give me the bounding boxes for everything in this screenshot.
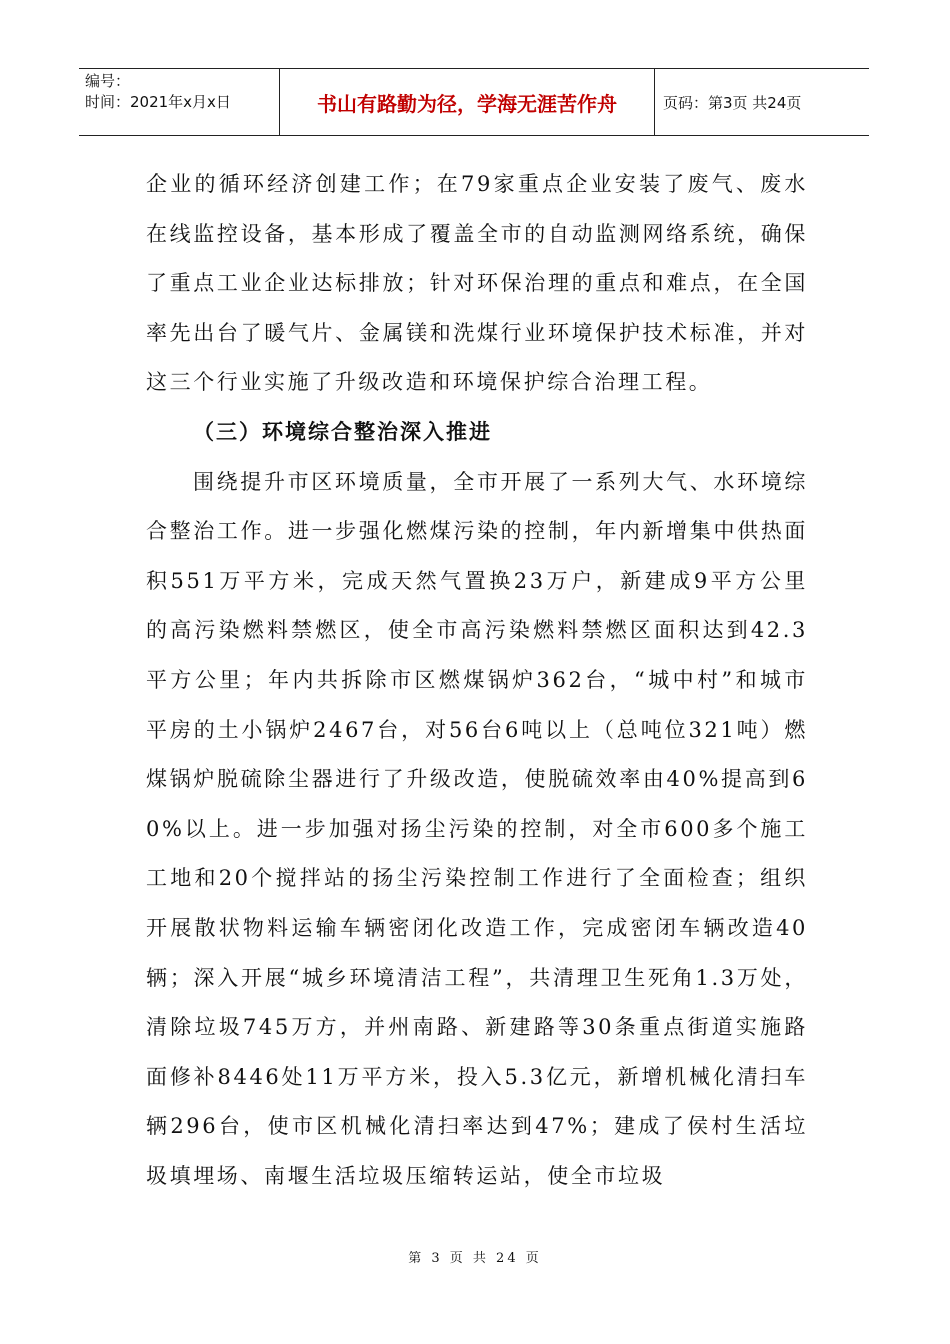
header-page-code: 页码：第3页 共24页 (663, 93, 802, 112)
header-motto: 书山有路勤为径，学海无涯苦作舟 (280, 69, 655, 135)
time-label: 时间：2021年x月x日 (85, 93, 231, 111)
section-heading: （三）环境综合整治深入推进 (193, 419, 492, 444)
document-body (146, 160, 808, 1201)
header-info-cell (79, 69, 280, 135)
number-label: 编号： (85, 72, 131, 90)
paragraph-2: 围绕提升市区环境质量，全市开展了一系列大气、水环境综合整治工作。进一步强化燃煤污染的控制，年内新增集中供热面积551万平方米，完成天然气置换23万户，新建成9平方公里的高污染燃料禁燃区，使全市高污染燃料禁燃区面积达到42.3平方公里；年内共拆除市区燃煤锅炉362台，“城中村”和城市平房的土小锅炉2467台，对56台6吨以上（总吨位321吨）燃煤锅炉脱硫除尘器进行了升级改造，使脱硫效率由40%提高到60%以上。进一步加强对扬尘污染的控制，对全市600多个施工工地和20个搅拌站的扬尘污染控制工作进行了全面检查；组织开展散状物料运输车辆密闭化改造工作，完成密闭车辆改造40辆；深入开展“城乡环境清洁工程”，共清理卫生死角1.3万处，清除垃圾745万方，并州南路、新建路等30条重点街道实施路面修补8446处11万平方米，投入5.3亿元，新增机械化清扫车辆296台，使市区机械化清扫率达到47%；建成了侯村生活垃圾填埋场、南堰生活垃圾压缩转运站，使全市垃圾 (146, 469, 808, 1188)
page-header (79, 68, 869, 136)
page-footer: 第 3 页 共 24 页 (408, 1251, 542, 1266)
paragraph-1: 企业的循环经济创建工作；在79家重点企业安装了废气、废水在线监控设备，基本形成了覆盖全市的自动监测网络系统，确保了重点工业企业达标排放；针对环保治理的重点和难点，在全国率先出台了暖气片、金属镁和洗煤行业环境保护技术标准，并对这三个行业实施了升级改造和环境保护综合治理工程。 (146, 172, 808, 395)
